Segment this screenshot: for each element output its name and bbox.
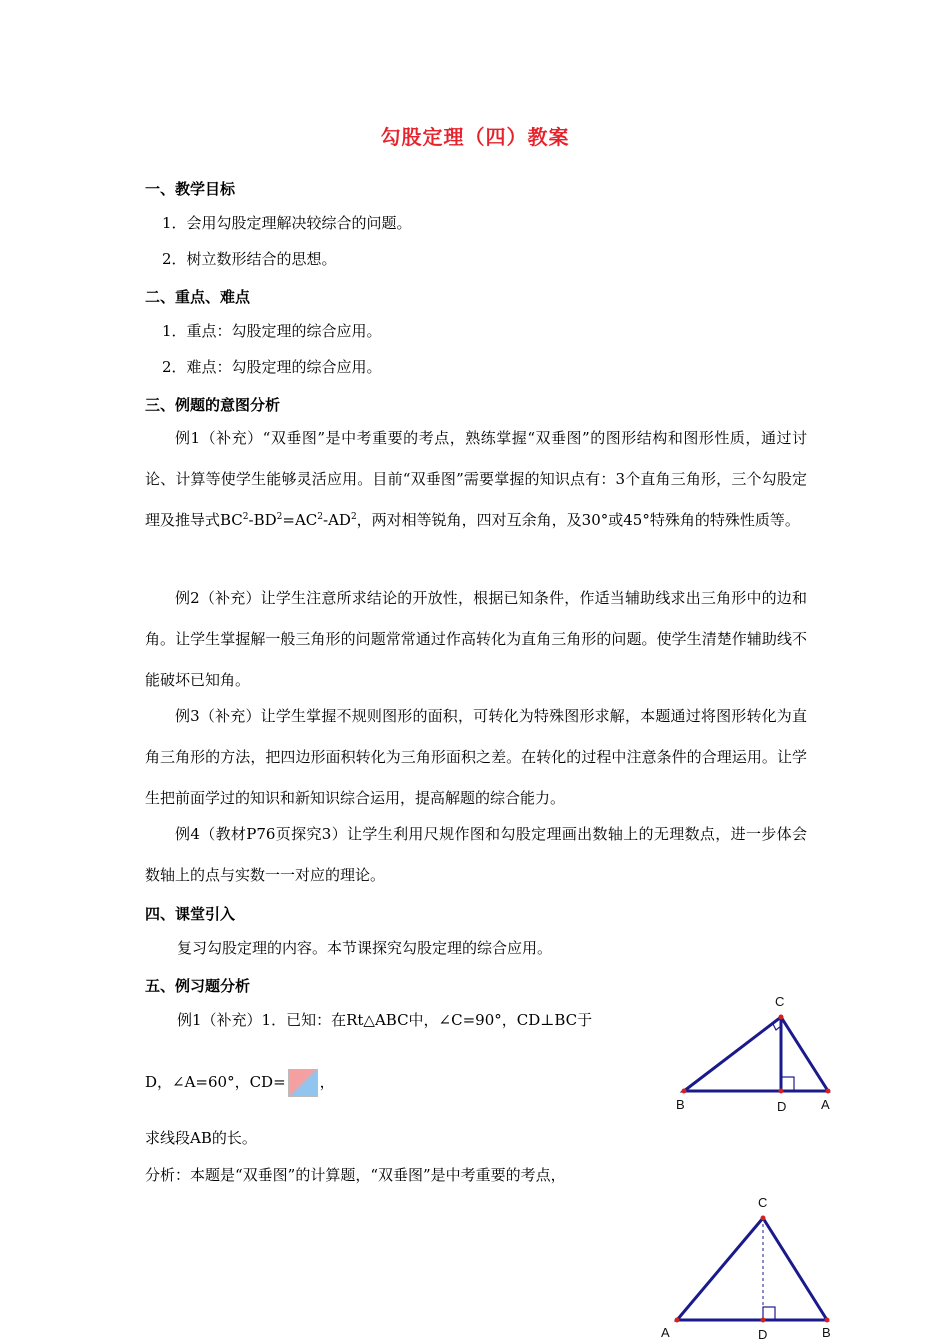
label-c-2: C: [758, 1195, 768, 1210]
label-d-2: D: [758, 1327, 768, 1342]
vertex-c-2: [761, 1216, 766, 1221]
section-heading-keypoints: 二、重点、难点: [145, 288, 251, 306]
triangle-abc-2: [677, 1218, 827, 1320]
label-c-1: C: [775, 994, 785, 1009]
intent-paragraph-4: 例4（教材P76页探究3）让学生利用尺规作图和勾股定理画出数轴上的无理数点，进一步体会数轴上的点与实数一一对应的理论。: [145, 825, 807, 884]
vertex-d-2: [761, 1318, 766, 1323]
vertex-b-2: [825, 1318, 830, 1323]
example-1-line-3: 求线段AB的长。: [145, 1129, 257, 1147]
formula-image-icon: [288, 1069, 318, 1097]
label-b-1: B: [676, 1097, 685, 1112]
label-a-2: A: [661, 1325, 670, 1340]
example-1-line-1: 例1（补充）1．已知：在Rt△ABC中，∠C=90°，CD⊥BC于: [177, 1011, 593, 1029]
intent-paragraph-2: 例2（补充）让学生注意所求结论的开放性，根据已知条件，作适当辅助线求出三角形中的边和角。让学生掌握解一般三角形的问题常常通过作高转化为直角三角形的问题。使学生清楚作辅助线不能破坏已知角。: [145, 589, 807, 689]
goal-item-2: 2．树立数形结合的思想。: [162, 250, 337, 268]
section-heading-intent: 三、例题的意图分析: [145, 396, 281, 414]
page-title: 勾股定理（四）教案: [380, 125, 570, 149]
triangle-figure-2: [655, 1190, 850, 1344]
keypoint-item-2: 2．难点：勾股定理的综合应用。: [162, 358, 382, 376]
example-1-line-2: D，∠A=60°，CD= ，: [145, 1069, 335, 1097]
triangle-figure-1: [660, 990, 850, 1115]
label-b-2: B: [822, 1325, 831, 1340]
vertex-d-1: [779, 1089, 784, 1094]
goal-item-1: 1．会用勾股定理解决较综合的问题。: [162, 214, 412, 232]
right-angle-mark-d-2: [763, 1307, 775, 1320]
intent-paragraph-3: 例3（补充）让学生掌握不规则图形的面积，可转化为特殊图形求解，本题通过将图形转化为直角三角形的方法，把四边形面积转化为三角形面积之差。在转化的过程中注意条件的合理运用。让学生把前面学过的知识和新知识综合运用，提高解题的综合能力。: [145, 707, 807, 807]
section-heading-examples: 五、例习题分析: [145, 977, 251, 995]
keypoint-item-1: 1．重点：勾股定理的综合应用。: [162, 322, 382, 340]
section-heading-intro: 四、课堂引入: [145, 905, 236, 923]
triangle-abc-1: [684, 1017, 828, 1091]
vertex-b-1: [682, 1089, 687, 1094]
vertex-c-1: [779, 1015, 784, 1020]
label-a-1: A: [821, 1097, 830, 1112]
intent-paragraph-1: 例1（补充）“双垂图”是中考重要的考点，熟练掌握“双垂图”的图形结构和图形性质，通过讨论、计算等使学生能够灵活应用。目前“双垂图”需要掌握的知识点有：3个直角三角形，三个勾股定理及推导式$BC^2-BD^2=AC^2-AD^2$，两对相等锐角，四对互余角，及30°或45°特殊角的特殊性质等。: [145, 429, 807, 529]
label-d-1: D: [777, 1099, 787, 1114]
vertex-a-2: [675, 1318, 680, 1323]
section-heading-goals: 一、教学目标: [145, 180, 236, 198]
vertex-a-1: [826, 1089, 831, 1094]
analysis-line: 分析：本题是“双垂图”的计算题，“双垂图”是中考重要的考点，: [145, 1166, 566, 1184]
intro-paragraph: 复习勾股定理的内容。本节课探究勾股定理的综合应用。: [177, 939, 553, 957]
right-angle-mark-d: [781, 1077, 794, 1091]
